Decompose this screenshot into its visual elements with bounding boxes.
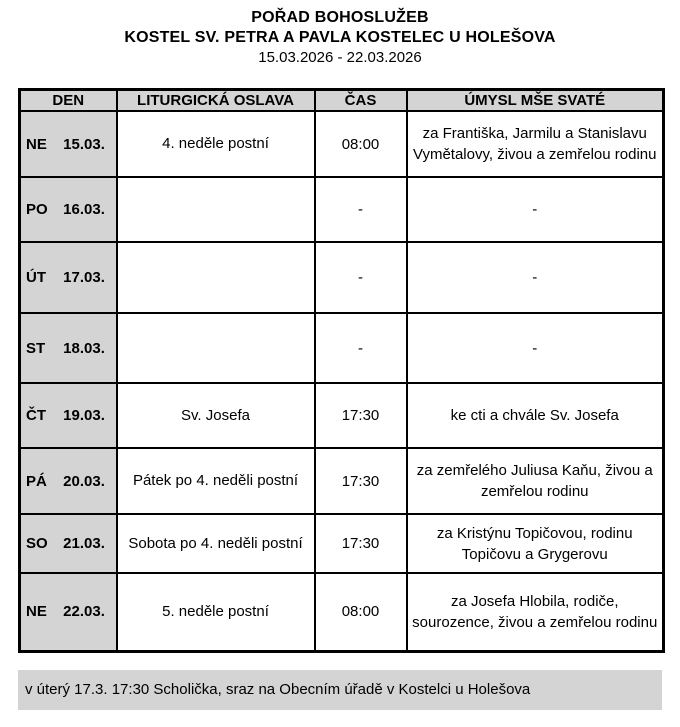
day-date: 22.03. [63, 603, 105, 621]
time-cell: 08:00 [315, 573, 407, 651]
day-abbr: ÚT [26, 269, 46, 286]
day-date: 15.03. [63, 135, 105, 153]
table-row [20, 111, 664, 177]
celebration-cell: Pátek po 4. neděli postní [117, 448, 315, 514]
footer-note-text: v úterý 17.3. 17:30 Scholička, sraz na Obecním úřadě v Kostelci u Holešova [25, 681, 531, 698]
table-row [20, 313, 664, 383]
table-row [20, 177, 664, 242]
table-row [20, 383, 664, 448]
day-date: 21.03. [63, 535, 105, 552]
day-date: 17.03. [63, 269, 105, 286]
celebration-cell [117, 313, 315, 383]
day-abbr: PO [26, 201, 48, 218]
intention-cell: - [407, 177, 664, 242]
intention-cell: - [407, 313, 664, 383]
day-abbr: NE [26, 135, 47, 153]
church-name: KOSTEL SV. PETRA A PAVLA KOSTELEC U HOLEŠOVA [124, 29, 556, 46]
day-cell [20, 111, 117, 177]
day-date: 19.03. [63, 407, 105, 424]
time-cell: 17:30 [315, 514, 407, 573]
celebration-cell [117, 177, 315, 242]
day-cell [20, 383, 117, 448]
day-cell [20, 313, 117, 383]
day-abbr: ST [26, 339, 46, 357]
day-cell [20, 514, 117, 573]
column-header-umysl-mse-svate: ÚMYSL MŠE SVATÉ [407, 90, 664, 112]
intention-cell: za Kristýnu Topičovou, rodinu Topičovu a Grygerovu [407, 514, 664, 573]
footer-note-band [18, 670, 662, 710]
time-cell: 08:00 [315, 111, 407, 177]
table-row [20, 448, 664, 514]
document-header [0, 0, 680, 68]
celebration-cell: Sv. Josefa [117, 383, 315, 448]
day-abbr: SO [26, 535, 48, 552]
column-header-cas: ČAS [315, 90, 407, 112]
time-cell: - [315, 313, 407, 383]
time-cell: 17:30 [315, 383, 407, 448]
celebration-cell: Sobota po 4. neděli postní [117, 514, 315, 573]
table-row [20, 573, 664, 651]
day-cell [20, 177, 117, 242]
date-range: 15.03.2026 - 22.03.2026 [258, 49, 422, 66]
day-cell [20, 573, 117, 651]
column-header-liturgicka-oslava: LITURGICKÁ OSLAVA [117, 90, 315, 112]
intention-cell: za Josefa Hlobila, rodiče, sourozence, živou a zemřelou rodinu [407, 573, 664, 651]
day-cell [20, 242, 117, 313]
day-date: 18.03. [63, 339, 105, 357]
day-date: 20.03. [63, 472, 105, 490]
intention-cell: - [407, 242, 664, 313]
table-row [20, 514, 664, 573]
time-cell: - [315, 177, 407, 242]
time-cell: 17:30 [315, 448, 407, 514]
celebration-cell: 4. neděle postní [117, 111, 315, 177]
table-header-row [20, 90, 664, 112]
day-abbr: ČT [26, 407, 46, 424]
day-cell [20, 448, 117, 514]
time-cell: - [315, 242, 407, 313]
day-date: 16.03. [63, 201, 105, 218]
schedule-table [18, 88, 665, 653]
celebration-cell: 5. neděle postní [117, 573, 315, 651]
intention-cell: za zemřelého Juliusa Kaňu, živou a zemřelou rodinu [407, 448, 664, 514]
table-row [20, 242, 664, 313]
column-header-den: DEN [20, 90, 117, 112]
celebration-cell [117, 242, 315, 313]
intention-cell: za Františka, Jarmilu a Stanislavu Vymětalovy, živou a zemřelou rodinu [407, 111, 664, 177]
day-abbr: PÁ [26, 472, 47, 490]
day-abbr: NE [26, 603, 47, 621]
page-title: POŘAD BOHOSLUŽEB [251, 9, 429, 26]
intention-cell: ke cti a chvále Sv. Josefa [407, 383, 664, 448]
